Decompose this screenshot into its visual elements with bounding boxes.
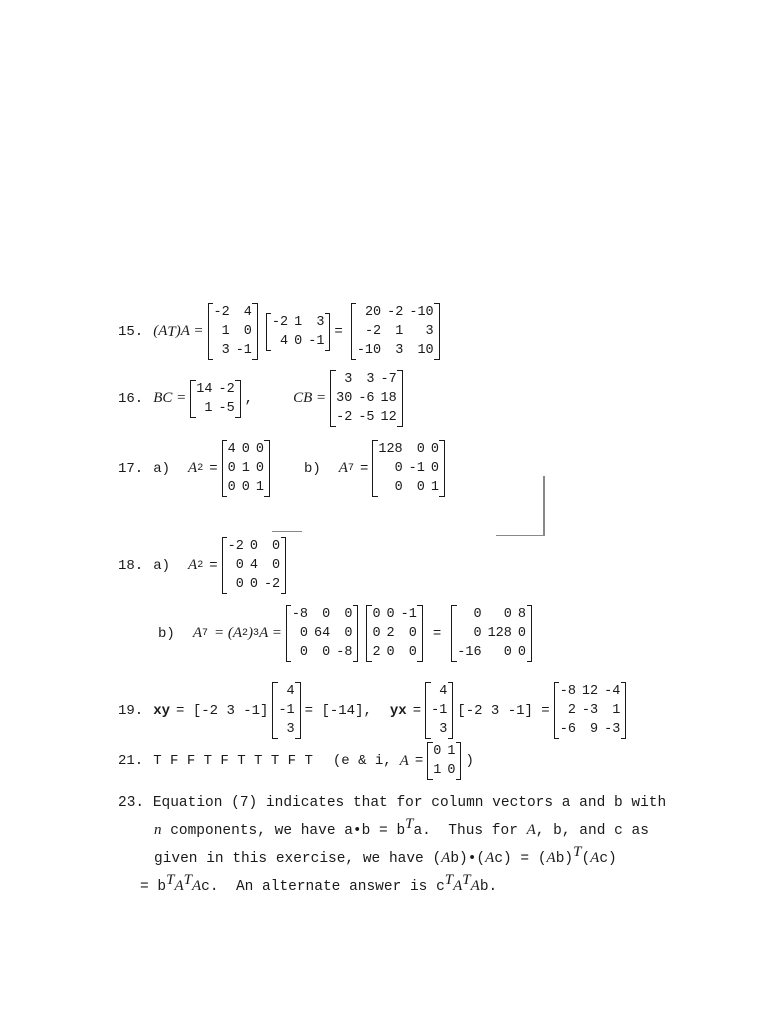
- a-squared: A: [188, 460, 198, 476]
- var-a: A: [590, 850, 600, 866]
- matrix-entry: 1: [433, 763, 442, 778]
- matrix-entry: -1: [408, 461, 425, 476]
- matrix-entry: 0: [372, 626, 381, 641]
- var-a: A: [453, 878, 463, 894]
- matrix-entry: 0: [408, 626, 417, 641]
- matrix-entry: -1: [400, 607, 417, 622]
- line-3-text: b): [555, 851, 574, 867]
- var-a: A: [546, 850, 556, 866]
- matrix-example: [427, 742, 461, 780]
- scan-mark: [543, 476, 545, 536]
- matrix-entry: -1: [431, 703, 448, 718]
- matrix-entry: 0: [386, 607, 395, 622]
- matrix-result: [451, 605, 532, 662]
- matrix-entry: -2: [364, 324, 382, 339]
- matrix-entry: 0: [272, 558, 281, 573]
- matrix-row: [222, 440, 269, 459]
- transpose-sup: T: [573, 844, 582, 861]
- matrix-row: [367, 605, 422, 624]
- matrix-entry: 0: [299, 645, 309, 660]
- matrix-entry: 8: [517, 607, 526, 622]
- matrix-row: [222, 459, 269, 478]
- matrix-entry: 0: [241, 442, 250, 457]
- equals-sign: =: [334, 323, 343, 340]
- matrix-entry: 0: [372, 607, 381, 622]
- matrix-entry: 0: [255, 461, 264, 476]
- matrix-entry: 0: [433, 744, 442, 759]
- matrix-entry: 2: [386, 626, 395, 641]
- matrix-row: [208, 341, 257, 360]
- matrix-entry: -3: [604, 722, 621, 737]
- matrix-entry: 0: [235, 577, 244, 592]
- true-false-answers: T F F T F T T T F T: [153, 753, 313, 769]
- problem-18a: 18. a) A 2 = -2 0 0 0 4 0 0 0 -2: [118, 537, 290, 594]
- transpose-sup: T: [405, 816, 414, 833]
- a-seventh: A: [338, 460, 348, 476]
- problem-21: [118, 742, 474, 780]
- matrix-entry: -2: [218, 381, 235, 397]
- matrix-entry: 0: [322, 645, 331, 660]
- matrix-entry: 0: [255, 442, 264, 457]
- matrix-entry: -2: [227, 539, 244, 554]
- matrix-entry: 0: [386, 645, 395, 660]
- matrix-row: [426, 701, 453, 720]
- matrix-entry: 1: [395, 324, 404, 339]
- matrix-row: [331, 389, 403, 408]
- matrix-entry: 0: [473, 626, 482, 641]
- matrix-row: [367, 643, 422, 662]
- matrix-row: [273, 682, 300, 701]
- problem-number: 21.: [118, 753, 144, 769]
- matrix-entry: 128: [378, 442, 403, 457]
- matrix-a: [366, 605, 422, 662]
- matrix-entry: 0: [243, 324, 252, 339]
- matrix-entry: -16: [457, 645, 482, 660]
- matrix-row: [331, 370, 403, 389]
- transpose-sup: T: [183, 872, 192, 889]
- matrix-entry: 4: [227, 442, 236, 457]
- row-vector: = [-2 3 -1]: [176, 702, 269, 719]
- matrix-entry: 4: [249, 558, 258, 573]
- line-2-text: a. Thus for: [413, 823, 527, 839]
- matrix-entry: 0: [299, 626, 309, 641]
- matrix-entry: -8: [291, 607, 309, 622]
- matrix-entry: -7: [380, 372, 397, 387]
- transpose-sup: T: [166, 872, 175, 889]
- problem-number: 19.: [118, 702, 144, 719]
- matrix-entry: -4: [604, 684, 621, 699]
- column-vector: [425, 682, 453, 739]
- line-4: [118, 873, 678, 901]
- matrix-row: [191, 399, 240, 418]
- line-4-text: c. An alternate answer is c: [201, 879, 445, 895]
- matrix-entry: -1: [308, 333, 325, 349]
- matrix-entry: 0: [249, 577, 258, 592]
- matrix-row: [452, 605, 532, 624]
- matrix-row: [426, 720, 453, 739]
- matrix-row: [373, 478, 445, 497]
- matrix-entry: -6: [559, 722, 576, 737]
- matrix-entry: 0: [235, 558, 244, 573]
- matrix-entry: 1: [447, 744, 456, 759]
- matrix-row: [222, 478, 269, 497]
- matrix-row: [273, 720, 300, 739]
- matrix-row: [554, 701, 626, 720]
- matrix-a-squared: [222, 537, 287, 594]
- comma: ,: [244, 390, 254, 407]
- equals-sign: =: [209, 460, 218, 477]
- matrix-at: [208, 303, 258, 360]
- scan-mark: [272, 531, 302, 532]
- matrix-entry: 10: [417, 343, 434, 358]
- matrix-row: [554, 720, 626, 739]
- paren: ): [248, 625, 254, 641]
- row-vector: [-2 3 -1] =: [457, 702, 550, 719]
- matrix-entry: 0: [408, 645, 417, 660]
- matrix-entry: 0: [517, 645, 526, 660]
- matrix-row: [286, 624, 358, 643]
- matrix-cb: [330, 370, 403, 427]
- matrix-entry: 4: [243, 305, 252, 320]
- matrix-entry: 0: [517, 626, 526, 641]
- matrix-row: [208, 303, 257, 322]
- matrix-entry: 3: [221, 343, 230, 358]
- matrix-entry: 3: [366, 372, 375, 387]
- dot-result: = [-14],: [304, 702, 372, 719]
- matrix-row: [331, 408, 403, 427]
- matrix-entry: -1: [235, 343, 252, 358]
- var-n: n: [154, 822, 162, 838]
- matrix-row: [191, 380, 240, 399]
- matrix-entry: -2: [263, 577, 281, 592]
- matrix-result: [351, 303, 440, 360]
- problem-number: 23.: [118, 795, 145, 811]
- matrix-entry: 0: [272, 539, 281, 554]
- matrix-entry: 14: [196, 381, 213, 397]
- column-vector: [272, 682, 300, 739]
- power-expression-end: A =: [259, 625, 282, 641]
- matrix-a: [266, 313, 331, 351]
- matrix-entry: 0: [503, 607, 512, 622]
- a-label: A: [399, 752, 409, 769]
- power-expression: = (A: [214, 625, 243, 641]
- var-a: A: [191, 878, 202, 894]
- matrix-row: [373, 440, 445, 459]
- matrix-entry: -6: [358, 391, 375, 406]
- matrix-entry: -1: [278, 703, 295, 718]
- matrix-row: [373, 459, 445, 478]
- matrix-entry: 0: [249, 539, 258, 554]
- note: (e & i,: [332, 753, 392, 769]
- line-2-text: components, we have a•b = b: [161, 823, 406, 839]
- matrix-entry: -2: [271, 314, 289, 330]
- matrix-entry: -2: [213, 305, 230, 320]
- cb-label: CB =: [293, 390, 327, 406]
- matrix-row: [351, 303, 439, 322]
- part-b-label: b): [303, 460, 321, 477]
- matrix-entry: 4: [439, 684, 448, 699]
- matrix-entry: 3: [425, 324, 434, 339]
- a-squared: A: [188, 557, 198, 573]
- equals-sign: =: [359, 460, 369, 477]
- matrix-entry: 2: [372, 645, 381, 660]
- matrix-entry: 12: [380, 410, 397, 425]
- problem-15: 15. (A T )A = -2 4 1 0 3 -1 -2 1 3 4 0 -1 = 20 -2 -10 -2 1 3 -10 3 10: [118, 303, 444, 360]
- matrix-entry: -2: [336, 410, 353, 425]
- matrix-entry: -5: [358, 410, 375, 425]
- matrix-entry: 0: [294, 333, 303, 349]
- problem-23: [118, 790, 678, 901]
- matrix-entry: -10: [409, 305, 434, 320]
- matrix-entry: 1: [430, 480, 439, 495]
- close-paren: ): [465, 753, 474, 769]
- matrix-row: [452, 624, 532, 643]
- line-3-text: b)•(: [450, 851, 486, 867]
- matrix-row: [452, 643, 532, 662]
- equals-sign: =: [414, 753, 424, 769]
- matrix-entry: 0: [227, 480, 236, 495]
- matrix-row: [428, 761, 461, 780]
- yx-label: yx: [389, 702, 407, 719]
- matrix-a-squared: [222, 440, 270, 497]
- matrix-row: [273, 701, 300, 720]
- equals-sign: =: [432, 625, 442, 642]
- matrix-row: [208, 322, 257, 341]
- matrix-entry: 3: [395, 343, 404, 358]
- problem-number: 16.: [118, 390, 144, 407]
- matrix-entry: 20: [364, 305, 382, 320]
- matrix-row: [426, 682, 453, 701]
- part-a-label: a): [153, 557, 171, 574]
- matrix-row: [222, 556, 286, 575]
- matrix-entry: 0: [394, 480, 403, 495]
- matrix-entry: 128: [487, 626, 512, 641]
- matrix-entry: 64: [314, 626, 331, 641]
- matrix-row: [266, 313, 330, 332]
- matrix-row: [367, 624, 422, 643]
- problem-number: 18.: [118, 557, 144, 574]
- matrix-row: [428, 742, 461, 761]
- matrix-entry: 1: [241, 461, 250, 476]
- matrix-entry: 30: [336, 391, 353, 406]
- matrix-row: [351, 322, 439, 341]
- matrix-entry: 9: [590, 722, 599, 737]
- matrix-entry: 2: [567, 703, 576, 718]
- matrix-entry: 0: [344, 626, 353, 641]
- var-a: A: [470, 878, 480, 894]
- matrix-entry: 0: [394, 461, 403, 476]
- matrix-a-cubed: [286, 605, 359, 662]
- matrix-entry: 1: [255, 480, 264, 495]
- matrix-entry: 0: [430, 442, 439, 457]
- matrix-row: [266, 332, 330, 351]
- equals-sign: =: [412, 702, 422, 719]
- transpose-sup: T: [462, 872, 471, 889]
- matrix-entry: 0: [416, 442, 425, 457]
- matrix-entry: 0: [430, 461, 439, 476]
- matrix-entry: -5: [218, 400, 235, 416]
- matrix-a-seventh: [372, 440, 445, 497]
- matrix-entry: 0: [322, 607, 331, 622]
- transpose-sup: T: [444, 872, 454, 889]
- matrix-entry: 4: [280, 333, 289, 349]
- matrix-entry: 1: [294, 314, 303, 330]
- matrix-entry: 0: [227, 461, 236, 476]
- outer-product-matrix: [554, 682, 627, 739]
- var-a: A: [174, 878, 184, 894]
- line-3-text: c): [599, 851, 617, 867]
- var-a: A: [485, 850, 495, 866]
- matrix-entry: 1: [612, 703, 621, 718]
- lhs-close: )A =: [175, 323, 204, 339]
- problem-19: [118, 682, 630, 739]
- xy-label: xy: [153, 702, 171, 719]
- matrix-entry: -8: [336, 645, 353, 660]
- matrix-entry: 0: [473, 607, 482, 622]
- part-a-label: a): [153, 460, 171, 477]
- matrix-entry: 3: [286, 722, 295, 737]
- matrix-entry: -10: [356, 343, 382, 358]
- matrix-entry: 1: [221, 324, 230, 339]
- line-2-text: , b, and c as: [535, 823, 649, 839]
- line-1-text: Equation (7) indicates that for column vectors a and b with: [152, 795, 667, 811]
- matrix-entry: -3: [581, 703, 599, 718]
- matrix-entry: 3: [316, 314, 325, 330]
- matrix-entry: -2: [387, 305, 404, 320]
- line-4-text: b.: [479, 879, 498, 895]
- line-3: [118, 845, 678, 873]
- line-3-text: (: [581, 851, 591, 867]
- lhs-open: (A: [153, 323, 168, 339]
- matrix-entry: 0: [447, 763, 456, 778]
- matrix-entry: 0: [344, 607, 353, 622]
- matrix-entry: 1: [204, 400, 213, 416]
- matrix-entry: 12: [581, 684, 599, 699]
- problem-18b: b) A 7 = (A 2 ) 3 A = -8 0 0 0 64 0 0 0 -8 0 0 -1 0 2 0 2 0 0 = 0 0 8 0 128 0 -16 0 0: [158, 605, 536, 662]
- bc-label: BC =: [153, 390, 187, 406]
- matrix-entry: 18: [380, 391, 397, 406]
- var-a: A: [526, 822, 536, 838]
- part-b-label: b): [158, 625, 175, 642]
- problem-17: 17. a) A 2 = 4 0 0 0 1 0 0 0 1 b) A 7 = 128 0 0 0 -1 0 0 0 1: [118, 440, 449, 497]
- matrix-row: [222, 575, 286, 594]
- var-a: A: [441, 850, 451, 866]
- problem-number: 15.: [118, 323, 144, 340]
- matrix-row: [286, 605, 358, 624]
- problem-16: [118, 370, 407, 427]
- matrix-row: [286, 643, 358, 662]
- matrix-entry: 3: [344, 372, 353, 387]
- matrix-entry: 0: [241, 480, 250, 495]
- scan-mark: [496, 535, 544, 536]
- matrix-row: [554, 682, 626, 701]
- matrix-bc: [190, 380, 240, 418]
- matrix-entry: 0: [503, 645, 512, 660]
- line-1: [118, 790, 678, 817]
- line-3-text: given in this exercise, we have (: [154, 851, 442, 867]
- line-3-text: c) = (: [494, 851, 547, 867]
- matrix-entry: 0: [416, 480, 425, 495]
- a-seventh: A: [192, 625, 202, 641]
- equals-sign: =: [209, 557, 218, 574]
- matrix-row: [351, 341, 439, 360]
- matrix-row: [222, 537, 286, 556]
- problem-number: 17.: [118, 460, 144, 477]
- line-4-text: = b: [140, 879, 167, 895]
- matrix-entry: 4: [286, 684, 295, 699]
- matrix-entry: -8: [559, 684, 576, 699]
- matrix-entry: 3: [439, 722, 448, 737]
- line-2: [118, 817, 678, 845]
